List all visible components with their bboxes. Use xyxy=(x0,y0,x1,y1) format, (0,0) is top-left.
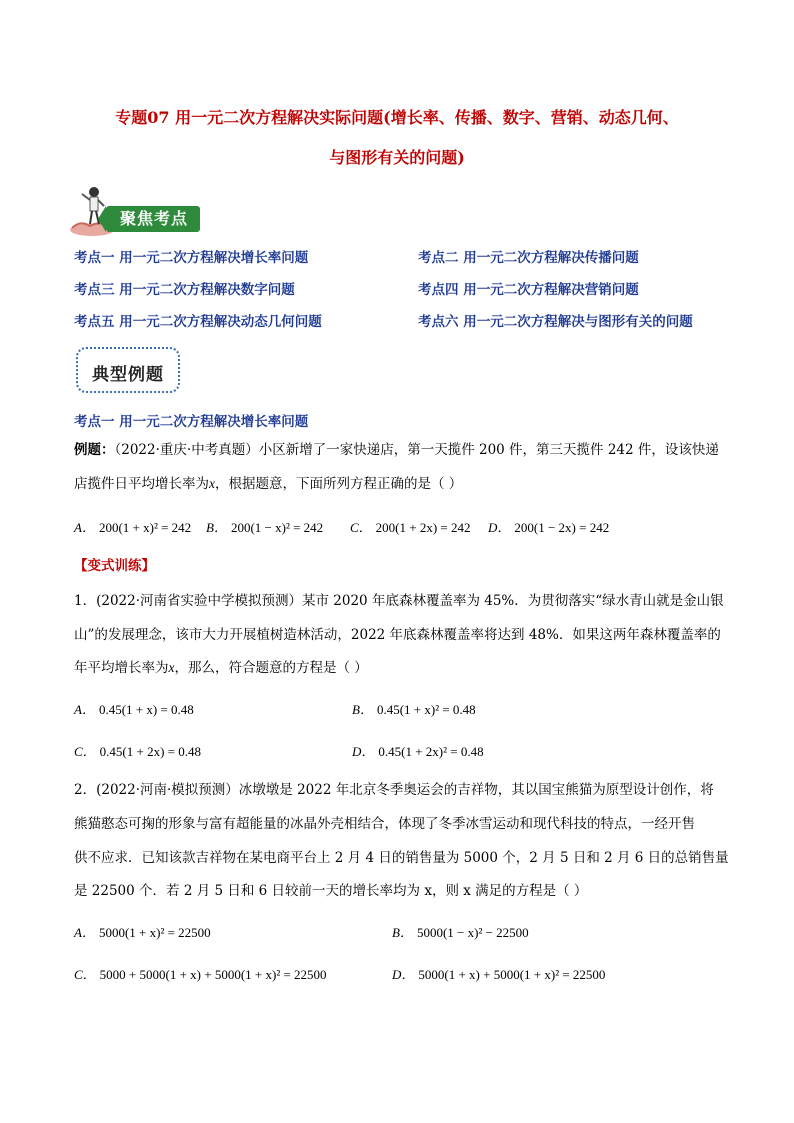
q1-line-2: 山”的发展理念，该市大力开展植树造林活动，2022 年底森林覆盖率将达到 48%．如果这两年森林覆盖率的 xyxy=(74,627,721,643)
focus-banner xyxy=(66,184,206,240)
q2-option-b[interactable]: B． 5000(1 − x)² − 22500 xyxy=(392,925,529,940)
example-option-a[interactable]: A． 200(1 + x)² = 242 xyxy=(74,520,192,535)
example-line-1: 例题：（2022·重庆·中考真题）小区新增了一家快递店，第一天揽件 200 件，第三天揽件 242 件，设该快递 xyxy=(74,442,719,458)
kaodian-6[interactable]: 考点六 用一元二次方程解决与图形有关的问题 xyxy=(418,314,693,330)
variant-training-label: 【变式训练】 xyxy=(74,558,155,574)
example-heading: 典型例题 xyxy=(92,365,164,385)
q2-option-c[interactable]: C． 5000 + 5000(1 + x) + 5000(1 + x)² = 22500 xyxy=(74,967,327,982)
q2-option-a[interactable]: A． 5000(1 + x)² = 22500 xyxy=(74,925,211,940)
q1-line-3: 年平均增长率为x，那么，符合题意的方程是（ ） xyxy=(74,660,368,676)
page-title-line1: 专题07 用一元二次方程解决实际问题(增长率、传播、数字、营销、动态几何、 xyxy=(115,108,679,127)
example-label: 例题： xyxy=(74,442,115,458)
q2-line-4: 是 22500 个．若 2 月 5 日和 6 日较前一天的增长率均为 x，则 x 满足的方程是（ ） xyxy=(74,883,588,899)
kaodian-2[interactable]: 考点二 用一元二次方程解决传播问题 xyxy=(418,250,639,266)
kaodian-3[interactable]: 考点三 用一元二次方程解决数字问题 xyxy=(74,282,295,298)
example-option-b[interactable]: B． 200(1 − x)² = 242 xyxy=(206,520,324,535)
kaodian-1[interactable]: 考点一 用一元二次方程解决增长率问题 xyxy=(74,250,309,266)
example-heading-box xyxy=(76,347,180,393)
q1-option-c[interactable]: C． 0.45(1 + 2x) = 0.48 xyxy=(74,744,201,759)
q1-option-b[interactable]: B． 0.45(1 + x)² = 0.48 xyxy=(352,702,476,717)
kaodian-5[interactable]: 考点五 用一元二次方程解决动态几何问题 xyxy=(74,314,322,330)
section-heading-1: 考点一 用一元二次方程解决增长率问题 xyxy=(74,414,309,430)
q2-option-d[interactable]: D． 5000(1 + x) + 5000(1 + x)² = 22500 xyxy=(392,967,606,982)
example-line-2: 店揽件日平均增长率为x，根据题意，下面所列方程正确的是（ ） xyxy=(74,476,463,492)
page-title-line2: 与图形有关的问题) xyxy=(329,148,465,167)
q1-option-a[interactable]: A． 0.45(1 + x) = 0.48 xyxy=(74,702,194,717)
q2-line-3: 供不应求．已知该款吉祥物在某电商平台上 2 月 4 日的销售量为 5000 个，2 月 5 日和 2 月 6 日的总销售量 xyxy=(74,850,729,866)
q1-line-1: 1．(2022·河南省实验中学模拟预测）某市 2020 年底森林覆盖率为 45%．为贯彻落实“绿水青山就是金山银 xyxy=(74,593,724,609)
example-option-c[interactable]: C． 200(1 + 2x) = 242 xyxy=(350,520,471,535)
example-option-d[interactable]: D． 200(1 − 2x) = 242 xyxy=(488,520,610,535)
focus-banner-label: 聚焦考点 xyxy=(106,206,200,232)
kaodian-4[interactable]: 考点四 用一元二次方程解决营销问题 xyxy=(418,282,639,298)
q1-option-d[interactable]: D． 0.45(1 + 2x)² = 0.48 xyxy=(352,744,484,759)
q2-line-1: 2．(2022·河南·模拟预测）冰墩墩是 2022 年北京冬季奥运会的吉祥物，其以国宝熊猫为原型设计创作，将 xyxy=(74,782,714,798)
q2-line-2: 熊猫憨态可掬的形象与富有超能量的冰晶外壳相结合，体现了冬季冰雪运动和现代科技的特点，一经开售 xyxy=(74,816,695,832)
